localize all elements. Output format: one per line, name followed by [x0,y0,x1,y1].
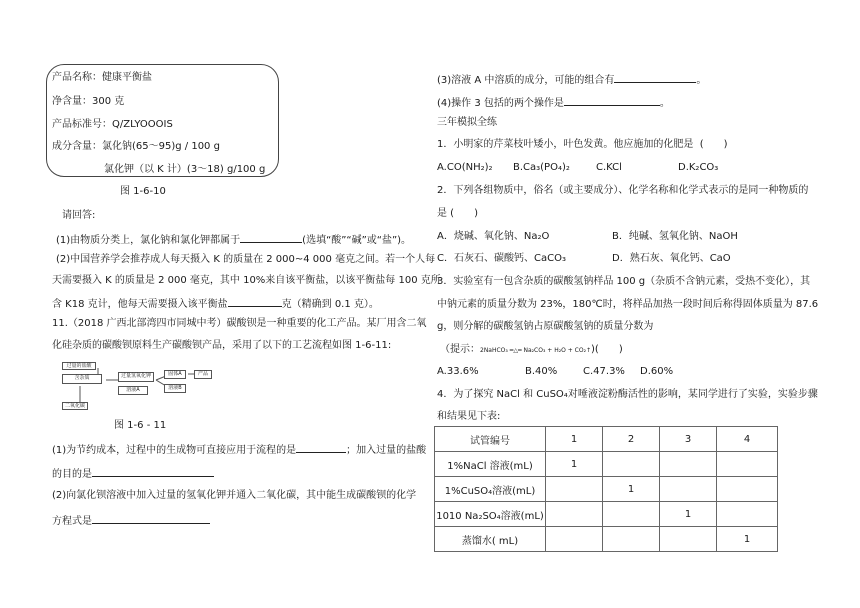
q2-line-3 [52,296,379,311]
m4-line-2: 和结果见下表: [437,411,501,422]
q2-line-1: (2)中国营养学会推荐成人每天摄入 K 的质量在 2 000~4 000 毫克之间。若一个人每 [56,254,436,265]
m3-hint [440,344,623,356]
table-cell [660,527,717,552]
flow-node-hcl: 过量的盐酸 [62,362,96,370]
q4-text: (4)操作 3 包括的两个操作是 [437,98,564,109]
q2-text-pre: 含 K18 克计，他每天需要摄入该平衡盐 [52,299,228,310]
q2-answer-blank[interactable] [228,296,282,307]
flow-node-solid-a: 固体A [164,370,186,379]
m2-option-d: D．熟石灰、氧化钙、CaO [612,253,731,264]
label-name: 产品名称：健康平衡盐 [52,72,152,83]
label-net-content: 净含量：300 克 [52,96,125,107]
label-composition-1: 成分含量：氯化钠(65～95)g / 100 g [52,141,220,152]
m3-hint-post: )( ) [591,344,623,355]
table-cell [546,527,603,552]
q1-line [56,232,411,247]
q1-text-post: (选填“酸”“碱”或“盐”)。 [302,235,412,246]
flow-node-koh: 过量氢氧化钾 [118,372,154,382]
table-cell: 1010 Na₂SO₄溶液(mL) [435,502,546,527]
flow-node-co2: 二氧化碳 [62,402,88,410]
q4-line: (4)操作 3 包括的两个操作是 。 [437,95,670,110]
q3-text: (3)溶液 A 中溶质的成分，可能的组合有 [437,75,615,86]
table-header-cell: 2 [603,427,660,452]
m1-option-a: A.CO(NH₂)₂ [437,162,493,173]
table-cell [717,452,778,477]
p2-line-2 [52,513,210,528]
m1-option-c: C.KCl [596,162,622,173]
q4-answer-blank[interactable] [564,95,660,106]
table-header-cell: 1 [546,427,603,452]
table-row [435,502,778,527]
flow-node-solution-b: 溶液B [164,384,186,393]
q1-text-pre: (1)由物质分类上，氯化钠和氯化钾都属于 [56,235,241,246]
m2-line-2: 是 ( ) [437,208,478,219]
ask-heading: 请回答: [62,210,96,221]
table-cell: 1%NaCl 溶液(mL) [435,452,546,477]
q2-line-2: 天需要摄入 K 的质量是 2 000 毫克，其中 10%来自该平衡盐，以该平衡盐每 100 克所 [52,275,441,286]
m3-hint-pre: （提示： [440,344,480,355]
q3-answer-blank[interactable] [614,72,696,83]
table-cell [546,502,603,527]
q11-line-1: 11.（2018 广西北部湾四市同城中考）碳酸钡是一种重要的化工产品。某厂用含二氧 [52,318,427,329]
p1-text-post: ；加入过量的盐酸 [346,445,427,456]
m3-line-2: 中钠元素的质量分数为 23%，180℃时，将样品加热一段时间后称得固体质量为 87.6 [437,299,819,310]
m1-question [437,139,728,151]
table-cell [603,452,660,477]
table-row [435,477,778,502]
m1-answer-paren[interactable]: ( ) [699,139,728,150]
table-cell [660,452,717,477]
m3-option-b: B.40% [525,366,558,377]
table-header-row [435,427,778,452]
m3-hint-equation: 2NaHCO₃ ═△═ Na₂CO₃ + H₂O + CO₂↑ [480,347,592,354]
m3-option-c: C.47.3% [583,366,625,377]
flow-node-raw: 含杂质 [62,374,102,384]
table-cell: 1 [546,452,603,477]
m3-option-d: D.60% [640,366,674,377]
label-standard: 产品标准号：Q/ZLYOOOIS [52,119,173,130]
p1-text-pre: (1)为节约成本，过程中的生成物可直接应用于流程的是 [52,445,297,456]
p1-line-1 [52,442,426,457]
p2-equation-text: 方程式是 [52,516,92,527]
table-header-cell: 4 [717,427,778,452]
table-row [435,452,778,477]
m4-line-1: 4．为了探究 NaCl 和 CuSO₄对唾液淀粉酶活性的影响，某同学进行了实验，实验步骤 [437,389,818,400]
m2-line-1: 2．下列各组物质中，俗名（或主要成分）、化学名称和化学式表示的是同一种物质的 [437,185,809,196]
q3-line: (3)溶液 A 中溶质的成分，可能的组合有 。 [437,72,706,87]
table-cell: 1 [717,527,778,552]
m1-option-b: B.Ca₃(PO₄)₂ [513,162,570,173]
flow-node-solution-a: 溶液A [118,386,148,395]
q2-text-post: 克（精确到 0.1 克）。 [281,299,379,310]
table-cell [660,477,717,502]
table-header-cell: 试管编号 [435,427,546,452]
experiment-table [434,426,778,552]
m3-line-1: 3．实验室有一包含杂质的碳酸氢钠样品 100 g（杂质不含钠元素，受热不变化），其 [437,276,811,287]
m2-option-a: A．烧碱、氧化钠、Na₂O [437,231,550,242]
table-cell: 1%CuSO₄溶液(mL) [435,477,546,502]
table-cell: 1 [660,502,717,527]
figure-caption-2: 图 1-6 - 11 [114,420,167,431]
table-cell: 1 [603,477,660,502]
m1-option-d: D.K₂CO₃ [678,162,719,173]
p1-answer-blank-2[interactable] [92,466,214,477]
p1-purpose-text: 的目的是 [52,469,92,480]
figure-caption-1: 图 1-6-10 [120,186,166,197]
p1-line-2 [52,466,214,481]
m1-text: 1．小明家的芹菜枝叶矮小，叶色发黄。他应施加的化肥是 [437,139,694,150]
table-cell [546,477,603,502]
m2-option-b: B．纯碱、氢氧化钠、NaOH [612,231,738,242]
table-cell [717,502,778,527]
section-heading: 三年模拟全练 [437,117,497,128]
table-header-cell: 3 [660,427,717,452]
flow-node-product: 产品 [194,370,212,379]
p2-answer-blank[interactable] [92,513,210,524]
p1-answer-blank-1[interactable] [296,442,346,453]
q11-line-2: 化硅杂质的碳酸钡原料生产碳酸钡产品，采用了以下的工艺流程如图 1-6-11: [52,340,392,351]
table-cell: 蒸馏水( mL) [435,527,546,552]
table-row [435,527,778,552]
p2-line-1: (2)向氯化钡溶液中加入过量的氢氧化钾并通入二氧化碳，其中能生成碳酸钡的化学 [52,490,417,501]
m3-option-a: A.33.6% [437,366,479,377]
label-composition-2: 氯化钾（以 K 计）(3～18) g/100 g [104,164,266,175]
m3-line-3: g，则分解的碳酸氢钠占原碳酸氢钠的质量分数为 [437,321,654,332]
q1-answer-blank[interactable] [240,232,302,243]
m2-option-c: C．石灰石、碳酸钙、CaCO₃ [437,253,566,264]
table-cell [717,477,778,502]
table-cell [603,527,660,552]
table-cell [603,502,660,527]
